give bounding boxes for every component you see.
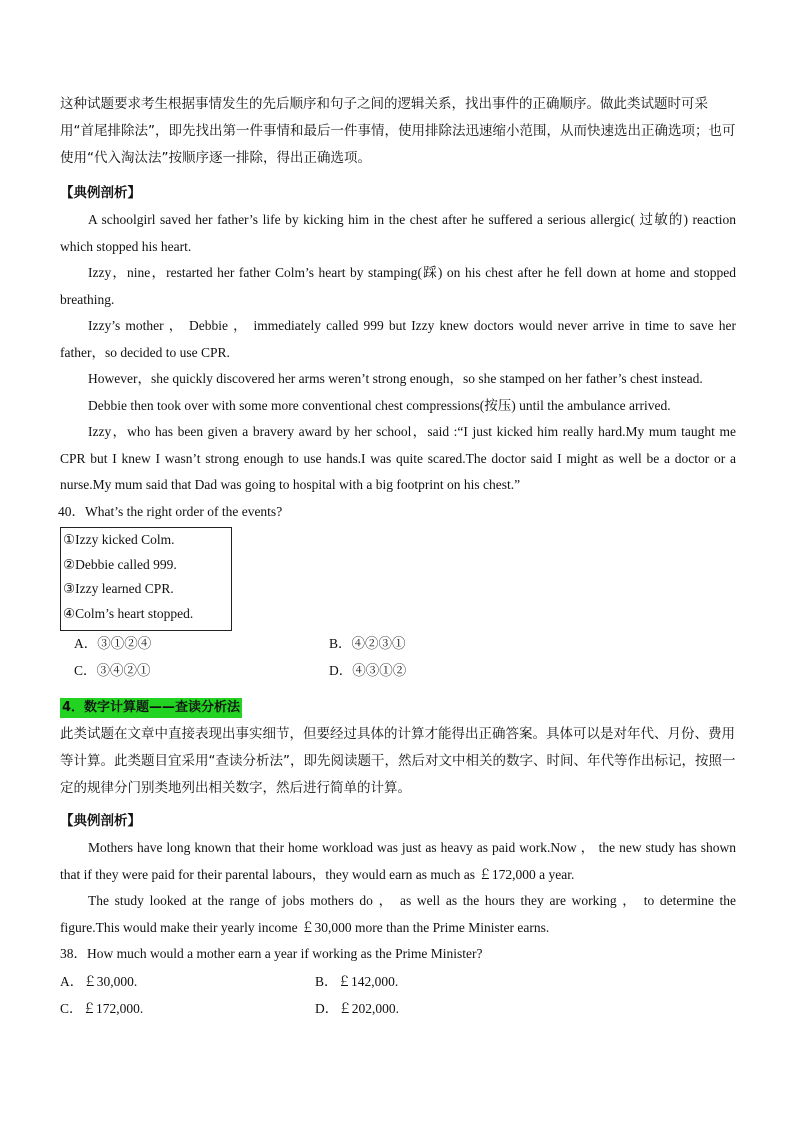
event-item: ①Izzy kicked Colm. [63,532,175,547]
example1-paragraph-5: Debbie then took over with some more conventional chest compressions(按压) until the ambulance arrived. [88,397,671,413]
option-a[interactable]: A．③①②④ [74,636,152,651]
option-b[interactable]: B．④②③① [329,636,406,651]
example1-paragraph-1: A schoolgirl saved her father’s life by kicking him in the chest after he suffered a serious allergic( 过敏的) reaction which stopped his heart. [60,212,736,254]
section-4-title: 4．数字计算题——查读分析法 [60,698,242,718]
option-d[interactable]: D．￡202,000. [315,1000,399,1016]
example1-paragraph-3: Izzy’s mother ， Debbie ， immediately called 999 but Izzy knew doctors would never arrive in time to save her father，so decided to use CPR. [60,318,736,360]
example2-paragraph-1: Mothers have long known that their home workload was just as heavy as paid work.Now ， the new study has shown that if they were paid for their parental labours，they would earn as much as ￡172,000 a year. [60,840,736,882]
document-page [60,0,736,1022]
event-item: ④Colm’s heart stopped. [63,605,194,621]
question-38-options [60,968,736,1022]
intro-paragraph: 这种试题要求考生根据事情发生的先后顺序和句子之间的逻辑关系，找出事件的正确顺序。做此类试题时可采用“首尾排除法”，即先找出第一件事情和最后一件事情，使用排除法迅速缩小范围，从而快速选出正确选项；也可使用“代入淘汰法”按顺序逐一排除，得出正确选项。 [60,96,736,166]
section-4-text: 此类试题在文章中直接表现出事实细节，但要经过具体的计算才能得出正确答案。具体可以是对年代、月份、费用等计算。此类题目宜采用“查读分析法”，即先阅读题干，然后对文中相关的数字、时间、年代等作出标记，按照一定的规律分门别类地列出相关数字，然后进行简单的计算。 [60,726,736,796]
option-d[interactable]: D．④③①② [329,662,407,678]
example1-paragraph-6: Izzy，who has been given a bravery award by her school，said :“I just kicked him really hard.My mum taught me CPR but I knew I wasn’t strong enough to use hands.I was quite scared.The doctor said I might as well be a doctor or a nurse.My mum said that Dad was going to hospital with a big footprint on his chest.” [60,424,736,492]
example-heading-1: 【典例剖析】 [60,185,141,201]
question-38: 38．How much would a mother earn a year if working as the Prime Minister? [60,946,483,961]
event-item: ③Izzy learned CPR. [63,581,174,596]
example1-paragraph-4: However，she quickly discovered her arms weren’t strong enough，so she stamped on her father’s chest instead. [88,371,703,386]
option-b[interactable]: B．￡142,000. [315,973,399,989]
question-40-options [60,631,736,684]
example-heading-2: 【典例剖析】 [60,813,141,829]
events-box [60,527,232,631]
example1-paragraph-2: Izzy，nine，restarted her father Colm’s heart by stamping(踩) on his chest after he fell down at home and stopped breathing. [60,265,736,307]
option-a[interactable]: A．￡30,000. [60,973,138,989]
question-40: 40．What’s the right order of the events? [58,503,283,519]
event-item: ②Debbie called 999. [63,556,177,572]
option-c[interactable]: C．￡172,000. [60,1000,144,1016]
option-c[interactable]: C．③④②① [74,662,151,678]
example2-paragraph-2: The study looked at the range of jobs mothers do ， as well as the hours they are working ， to determine the figure.This would make their yearly income ￡30,000 more than the Prime Minister earns. [60,893,736,935]
